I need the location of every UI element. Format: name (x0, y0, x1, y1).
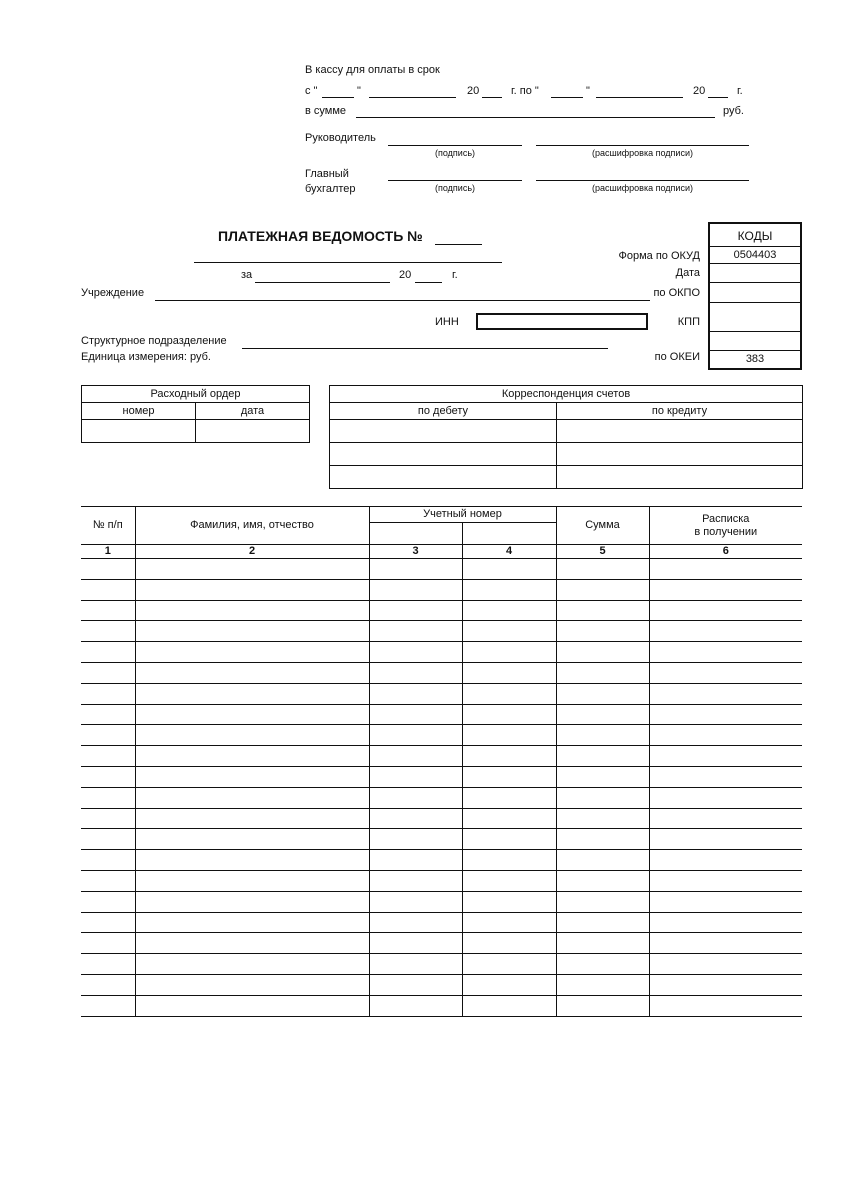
row-account-3-cell[interactable] (369, 912, 462, 933)
row-sum-cell[interactable] (556, 891, 649, 912)
row-sum-cell[interactable] (556, 787, 649, 808)
period-month-field[interactable] (255, 282, 390, 283)
col-sum-header: Сумма (556, 507, 649, 545)
row-account-3-cell[interactable] (369, 746, 462, 767)
row-account-4-cell[interactable] (462, 995, 556, 1016)
row-num-cell[interactable] (81, 559, 135, 580)
row-num-cell[interactable] (81, 642, 135, 663)
period-year-suffix: г. (452, 269, 458, 281)
table-row (81, 787, 802, 808)
row-name-cell[interactable] (135, 974, 369, 995)
table-row (81, 974, 802, 995)
to-day-field[interactable] (551, 97, 583, 98)
row-account-3-cell[interactable] (369, 600, 462, 621)
to-year-suffix: г. (737, 85, 743, 97)
row-receipt-cell[interactable] (649, 766, 802, 787)
row-account-4-cell[interactable] (462, 974, 556, 995)
to-quote: " (586, 85, 590, 97)
period-year-field[interactable] (415, 282, 442, 283)
col-index: 6 (649, 545, 802, 559)
codes-box (708, 222, 802, 370)
row-receipt-cell[interactable] (649, 621, 802, 642)
from-year-field[interactable] (482, 97, 502, 98)
table-row (81, 912, 802, 933)
correspondence-table (329, 385, 803, 489)
row-account-4-cell[interactable] (462, 683, 556, 704)
statement-subtitle-field[interactable] (194, 262, 502, 263)
accountant-signature-decode-field[interactable] (536, 180, 749, 181)
row-account-3-cell[interactable] (369, 662, 462, 683)
chief-accountant-label-1: Главный (305, 168, 349, 180)
row-num-cell[interactable] (81, 704, 135, 725)
from-day-field[interactable] (322, 97, 354, 98)
table-row (81, 829, 802, 850)
table-row (81, 559, 802, 580)
row-account-3-cell[interactable] (369, 870, 462, 891)
table-row (81, 683, 802, 704)
table-row (81, 642, 802, 663)
row-sum-cell[interactable] (556, 746, 649, 767)
amount-label: в сумме (305, 105, 347, 117)
payment-table (81, 506, 802, 1017)
debit-header: по дебету (330, 403, 557, 420)
row-name-cell[interactable] (135, 912, 369, 933)
row-name-cell[interactable] (135, 954, 369, 975)
accountant-signature-field[interactable] (388, 180, 522, 181)
table-row (81, 995, 802, 1016)
okud-label: Форма по ОКУД (618, 250, 700, 262)
table-row (81, 933, 802, 954)
row-account-4-cell[interactable] (462, 891, 556, 912)
row-receipt-cell[interactable] (649, 891, 802, 912)
row-account-4-cell[interactable] (462, 870, 556, 891)
row-name-cell[interactable] (135, 642, 369, 663)
col-account-header: Учетный номер (369, 507, 556, 523)
row-sum-cell[interactable] (556, 662, 649, 683)
row-name-cell[interactable] (135, 891, 369, 912)
table-row (81, 621, 802, 642)
row-receipt-cell[interactable] (649, 642, 802, 663)
row-num-cell[interactable] (81, 995, 135, 1016)
row-account-4-cell[interactable] (462, 808, 556, 829)
head-signature-decode-caption: (расшифровка подписи) (592, 148, 693, 158)
row-account-4-cell[interactable] (462, 766, 556, 787)
kpp-label: КПП (677, 316, 700, 328)
row-num-cell[interactable] (81, 912, 135, 933)
column-index-row (81, 545, 802, 559)
table-row (81, 954, 802, 975)
row-account-4-cell[interactable] (462, 642, 556, 663)
expense-order-number-header: номер (82, 403, 196, 420)
accountant-signature-caption: (подпись) (434, 183, 476, 193)
row-account-3-cell[interactable] (369, 621, 462, 642)
row-account-3-cell[interactable] (369, 766, 462, 787)
row-name-cell[interactable] (135, 704, 369, 725)
row-account-4-cell[interactable] (462, 559, 556, 580)
row-sum-cell[interactable] (556, 559, 649, 580)
row-name-cell[interactable] (135, 600, 369, 621)
row-receipt-cell[interactable] (649, 559, 802, 580)
debit-cell[interactable] (330, 466, 557, 489)
row-account-3-cell[interactable] (369, 850, 462, 871)
inn-value-cell[interactable] (710, 303, 800, 332)
row-receipt-cell[interactable] (649, 995, 802, 1016)
okud-value: 0504403 (710, 247, 800, 264)
expense-order-title: Расходный ордер (82, 386, 310, 403)
date-value-cell[interactable] (710, 264, 800, 283)
table-row (81, 808, 802, 829)
kpp-value-cell[interactable] (710, 332, 800, 351)
institution-label: Учреждение (81, 287, 145, 299)
table-row (81, 850, 802, 871)
row-sum-cell[interactable] (556, 995, 649, 1016)
row-sum-cell[interactable] (556, 642, 649, 663)
row-account-3-cell[interactable] (369, 933, 462, 954)
table-row (81, 766, 802, 787)
chief-accountant-label-2: бухгалтер (305, 183, 356, 195)
from-prefix: с " (305, 85, 318, 97)
row-receipt-cell[interactable] (649, 912, 802, 933)
row-account-4-cell[interactable] (462, 579, 556, 600)
row-num-cell[interactable] (81, 683, 135, 704)
row-receipt-cell[interactable] (649, 787, 802, 808)
row-sum-cell[interactable] (556, 621, 649, 642)
row-account-4-cell[interactable] (462, 850, 556, 871)
row-account-3-cell[interactable] (369, 725, 462, 746)
table-row (81, 662, 802, 683)
row-account-3-cell[interactable] (369, 683, 462, 704)
row-sum-cell[interactable] (556, 829, 649, 850)
row-num-cell[interactable] (81, 579, 135, 600)
row-num-cell[interactable] (81, 891, 135, 912)
row-receipt-cell[interactable] (649, 933, 802, 954)
row-receipt-cell[interactable] (649, 746, 802, 767)
head-signature-field[interactable] (388, 145, 522, 146)
row-name-cell[interactable] (135, 850, 369, 871)
col-index: 5 (556, 545, 649, 559)
table-row (81, 870, 802, 891)
row-account-3-cell[interactable] (369, 954, 462, 975)
row-account-4-cell[interactable] (462, 704, 556, 725)
row-name-cell[interactable] (135, 662, 369, 683)
from-month-field[interactable] (369, 97, 456, 98)
row-sum-cell[interactable] (556, 600, 649, 621)
okei-label: по ОКЕИ (654, 351, 700, 363)
currency-label: руб. (723, 105, 744, 117)
row-account-4-cell[interactable] (462, 912, 556, 933)
row-sum-cell[interactable] (556, 870, 649, 891)
row-name-cell[interactable] (135, 579, 369, 600)
row-receipt-cell[interactable] (649, 870, 802, 891)
row-account-4-cell[interactable] (462, 600, 556, 621)
row-name-cell[interactable] (135, 766, 369, 787)
credit-cell[interactable] (557, 443, 803, 466)
row-receipt-cell[interactable] (649, 808, 802, 829)
col-num-header: № п/п (81, 507, 135, 545)
date-label: Дата (675, 267, 700, 279)
head-signature-caption: (подпись) (434, 148, 476, 158)
amount-field[interactable] (356, 117, 715, 118)
row-name-cell[interactable] (135, 787, 369, 808)
row-sum-cell[interactable] (556, 683, 649, 704)
row-num-cell[interactable] (81, 829, 135, 850)
row-sum-cell[interactable] (556, 579, 649, 600)
head-signature-decode-field[interactable] (536, 145, 749, 146)
col-receipt-header-line-2: в получении (694, 525, 758, 538)
row-account-3-cell[interactable] (369, 808, 462, 829)
row-name-cell[interactable] (135, 808, 369, 829)
row-receipt-cell[interactable] (649, 725, 802, 746)
table-row (81, 579, 802, 600)
subdivision-label: Структурное подразделение (81, 335, 227, 347)
row-account-3-cell[interactable] (369, 559, 462, 580)
row-account-3-cell[interactable] (369, 974, 462, 995)
row-account-3-cell[interactable] (369, 579, 462, 600)
row-account-4-cell[interactable] (462, 621, 556, 642)
row-num-cell[interactable] (81, 621, 135, 642)
row-num-cell[interactable] (81, 974, 135, 995)
from-quote: " (357, 85, 361, 97)
row-name-cell[interactable] (135, 559, 369, 580)
expense-order-date-cell[interactable] (196, 420, 310, 443)
table-row (81, 704, 802, 725)
row-account-4-cell[interactable] (462, 787, 556, 808)
row-sum-cell[interactable] (556, 974, 649, 995)
row-sum-cell[interactable] (556, 725, 649, 746)
row-name-cell[interactable] (135, 725, 369, 746)
row-account-4-cell[interactable] (462, 746, 556, 767)
col-receipt-header-line-1: Расписка (702, 513, 750, 526)
row-account-3-cell[interactable] (369, 829, 462, 850)
row-account-4-cell[interactable] (462, 662, 556, 683)
debit-cell[interactable] (330, 420, 557, 443)
subdivision-field[interactable] (242, 348, 608, 349)
expense-order-table (81, 385, 310, 443)
row-num-cell[interactable] (81, 725, 135, 746)
credit-cell[interactable] (557, 466, 803, 489)
row-num-cell[interactable] (81, 746, 135, 767)
row-name-cell[interactable] (135, 933, 369, 954)
col-index: 4 (462, 545, 556, 559)
okpo-value-cell[interactable] (710, 283, 800, 303)
row-num-cell[interactable] (81, 870, 135, 891)
row-num-cell[interactable] (81, 808, 135, 829)
row-account-3-cell[interactable] (369, 995, 462, 1016)
row-num-cell[interactable] (81, 787, 135, 808)
to-prefix: г. по " (511, 85, 539, 97)
inn-label: ИНН (435, 316, 459, 328)
row-account-4-cell[interactable] (462, 829, 556, 850)
credit-cell[interactable] (557, 420, 803, 443)
to-year-field[interactable] (708, 97, 728, 98)
col-index: 1 (81, 545, 135, 559)
head-label: Руководитель (305, 132, 376, 144)
row-name-cell[interactable] (135, 746, 369, 767)
row-name-cell[interactable] (135, 829, 369, 850)
row-name-cell[interactable] (135, 995, 369, 1016)
row-receipt-cell[interactable] (649, 850, 802, 871)
to-month-field[interactable] (596, 97, 683, 98)
unit-label: Единица измерения: руб. (81, 351, 211, 363)
row-account-4-cell[interactable] (462, 725, 556, 746)
row-receipt-cell[interactable] (649, 974, 802, 995)
col-account-sub-3 (369, 523, 462, 545)
row-account-3-cell[interactable] (369, 891, 462, 912)
row-num-cell[interactable] (81, 600, 135, 621)
row-account-3-cell[interactable] (369, 787, 462, 808)
table-row (81, 891, 802, 912)
col-receipt-header (649, 507, 802, 545)
row-name-cell[interactable] (135, 870, 369, 891)
debit-cell[interactable] (330, 443, 557, 466)
table-row (81, 725, 802, 746)
to-year-prefix: 20 (693, 85, 706, 97)
period-year-prefix: 20 (399, 269, 412, 281)
codes-title: КОДЫ (710, 224, 800, 247)
expense-order-number-cell[interactable] (82, 420, 196, 443)
okpo-label: по ОКПО (653, 287, 700, 299)
row-sum-cell[interactable] (556, 912, 649, 933)
row-num-cell[interactable] (81, 766, 135, 787)
row-num-cell[interactable] (81, 850, 135, 871)
statement-number-field[interactable] (435, 244, 482, 245)
institution-field[interactable] (155, 300, 650, 301)
row-receipt-cell[interactable] (649, 662, 802, 683)
expense-order-date-header: дата (196, 403, 310, 420)
row-account-3-cell[interactable] (369, 642, 462, 663)
table-row (81, 746, 802, 767)
row-receipt-cell[interactable] (649, 600, 802, 621)
period-for-label: за (241, 269, 253, 281)
row-sum-cell[interactable] (556, 850, 649, 871)
page-title: ПЛАТЕЖНАЯ ВЕДОМОСТЬ № (218, 228, 423, 244)
okei-value: 383 (745, 353, 765, 365)
row-num-cell[interactable] (81, 662, 135, 683)
col-index: 3 (369, 545, 462, 559)
from-year-prefix: 20 (467, 85, 480, 97)
row-receipt-cell[interactable] (649, 954, 802, 975)
row-receipt-cell[interactable] (649, 829, 802, 850)
row-num-cell[interactable] (81, 933, 135, 954)
credit-header: по кредиту (557, 403, 803, 420)
col-name-header: Фамилия, имя, отчество (135, 507, 369, 545)
row-sum-cell[interactable] (556, 954, 649, 975)
row-account-4-cell[interactable] (462, 954, 556, 975)
row-sum-cell[interactable] (556, 766, 649, 787)
table-row (81, 600, 802, 621)
row-sum-cell[interactable] (556, 704, 649, 725)
row-account-4-cell[interactable] (462, 933, 556, 954)
row-name-cell[interactable] (135, 683, 369, 704)
row-receipt-cell[interactable] (649, 704, 802, 725)
row-name-cell[interactable] (135, 621, 369, 642)
correspondence-title: Корреспонденция счетов (330, 386, 803, 403)
row-receipt-cell[interactable] (649, 683, 802, 704)
row-sum-cell[interactable] (556, 933, 649, 954)
row-account-3-cell[interactable] (369, 704, 462, 725)
row-num-cell[interactable] (81, 954, 135, 975)
accountant-signature-decode-caption: (расшифровка подписи) (592, 183, 693, 193)
row-receipt-cell[interactable] (649, 579, 802, 600)
cashier-line: В кассу для оплаты в срок (305, 64, 440, 76)
col-account-sub-4 (462, 523, 556, 545)
row-sum-cell[interactable] (556, 808, 649, 829)
col-index: 2 (135, 545, 369, 559)
